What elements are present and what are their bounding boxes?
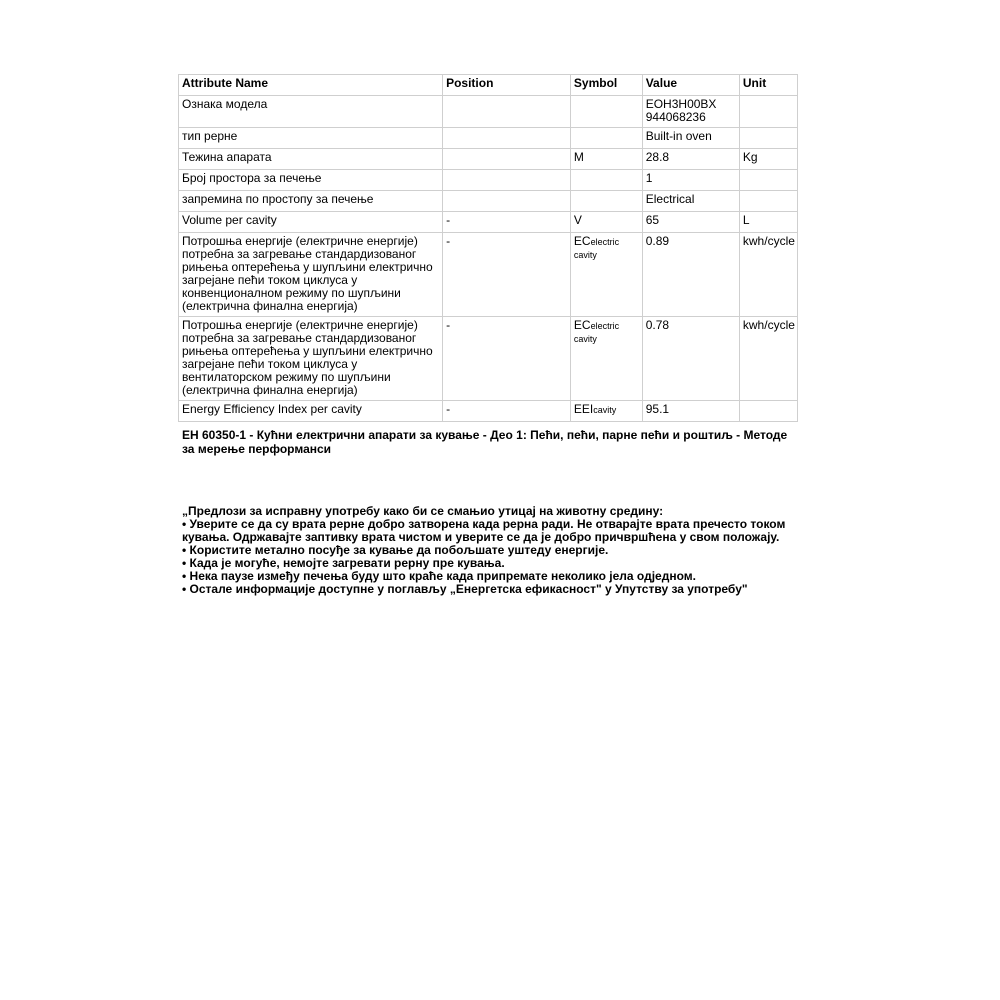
advice-line: • Нека паузе између печења буду што краће када припремате неколико јела одједном. (182, 569, 696, 583)
header-position: Position (443, 75, 571, 96)
cell-attribute-name: тип рерне (179, 128, 443, 149)
cell-symbol (570, 191, 642, 212)
table-body (179, 96, 798, 422)
symbol-main: M (573, 150, 584, 164)
cell-symbol (570, 128, 642, 149)
symbol-main: V (573, 213, 582, 227)
table-row (179, 401, 798, 422)
cell-unit (739, 401, 797, 422)
table-row (179, 212, 798, 233)
advice-line: • Уверите се да су врата рерне добро затворена када рерна ради. Не отварајте врата пречесто током кувања. Одржавајте заптивку врата чистом и уверите се да је добро причвршћена у свом положају. (182, 517, 789, 544)
header-value: Value (642, 75, 739, 96)
table-row (179, 149, 798, 170)
cell-symbol (570, 170, 642, 191)
table-row (179, 233, 798, 317)
cell-attribute-name: Број простора за печење (179, 170, 443, 191)
table-row (179, 317, 798, 401)
advice-line: • Користите метално посуђе за кување да побољшате уштеду енергије. (182, 543, 609, 557)
symbol-main: EEI (573, 402, 594, 416)
cell-value: 65 (642, 212, 739, 233)
cell-value: 0.78 (642, 317, 739, 401)
cell-position (443, 128, 571, 149)
table-row (179, 128, 798, 149)
table-row (179, 191, 798, 212)
cell-unit: kwh/cycle (739, 317, 797, 401)
cell-attribute-name: Volume per cavity (179, 212, 443, 233)
header-unit: Unit (739, 75, 797, 96)
standard-note: ЕН 60350-1 - Кућни електрични апарати за кување - Део 1: Пећи, пећи, парне пећи и роштиљ - Методе за мерење перформанси (182, 428, 788, 456)
cell-position (443, 96, 571, 128)
table-row (179, 170, 798, 191)
cell-position (443, 191, 571, 212)
usage-advice (182, 505, 822, 596)
symbol-subscript: cavity (593, 405, 617, 415)
advice-line: „Предлози за исправну употребу како би се смањио утицај на животну средину: (182, 504, 664, 518)
symbol-main: EC (573, 234, 591, 248)
symbol-main: EC (573, 318, 591, 332)
cell-unit (739, 191, 797, 212)
cell-value: Built-in oven (642, 128, 739, 149)
symbol-subscript: electric cavity (573, 321, 620, 344)
symbol-subscript: electric cavity (573, 237, 620, 260)
cell-position (443, 170, 571, 191)
cell-value: 1 (642, 170, 739, 191)
cell-attribute-name: Тежина апарата (179, 149, 443, 170)
table-row (179, 96, 798, 128)
cell-symbol (570, 401, 642, 422)
header-attribute-name: Attribute Name (179, 75, 443, 96)
advice-line: • Када је могуће, немојте загревати рерну пре кувања. (182, 556, 505, 570)
spec-table (178, 74, 798, 422)
cell-value: 0.89 (642, 233, 739, 317)
advice-line: • Остале информације доступне у поглављу „Енергетска ефикасност" у Упутству за употребу" (182, 582, 748, 596)
cell-attribute-name: Потрошња енергије (електричне енергије) потребна за загревање стандардизованог рињења оптерећења у шупљини електрично загрејане пећи током циклуса у конвенционалном режиму по шупљини (електрична финална енергија) (179, 233, 443, 317)
header-symbol: Symbol (570, 75, 642, 96)
cell-value: EOH3H00BX 944068236 (642, 96, 739, 128)
cell-symbol (570, 149, 642, 170)
cell-attribute-name: запремина по простопу за печење (179, 191, 443, 212)
cell-value: Electrical (642, 191, 739, 212)
cell-attribute-name: Потрошња енергије (електричне енергије) потребна за загревање стандардизованог рињења оптерећења у шупљини електрично загрејане пећи током циклуса у вентилаторском режиму по шупљини (електрична финална енергија) (179, 317, 443, 401)
cell-unit (739, 128, 797, 149)
table-header-row (179, 75, 798, 96)
cell-value: 28.8 (642, 149, 739, 170)
cell-value: 95.1 (642, 401, 739, 422)
cell-unit (739, 170, 797, 191)
cell-symbol (570, 96, 642, 128)
cell-unit: Kg (739, 149, 797, 170)
cell-position: - (443, 212, 571, 233)
cell-attribute-name: Energy Efficiency Index per cavity (179, 401, 443, 422)
cell-position: - (443, 317, 571, 401)
cell-position: - (443, 401, 571, 422)
cell-attribute-name: Ознака модела (179, 96, 443, 128)
cell-position (443, 149, 571, 170)
cell-symbol (570, 233, 642, 317)
cell-unit: kwh/cycle (739, 233, 797, 317)
cell-unit: L (739, 212, 797, 233)
cell-symbol (570, 212, 642, 233)
cell-symbol (570, 317, 642, 401)
cell-unit (739, 96, 797, 128)
cell-position: - (443, 233, 571, 317)
